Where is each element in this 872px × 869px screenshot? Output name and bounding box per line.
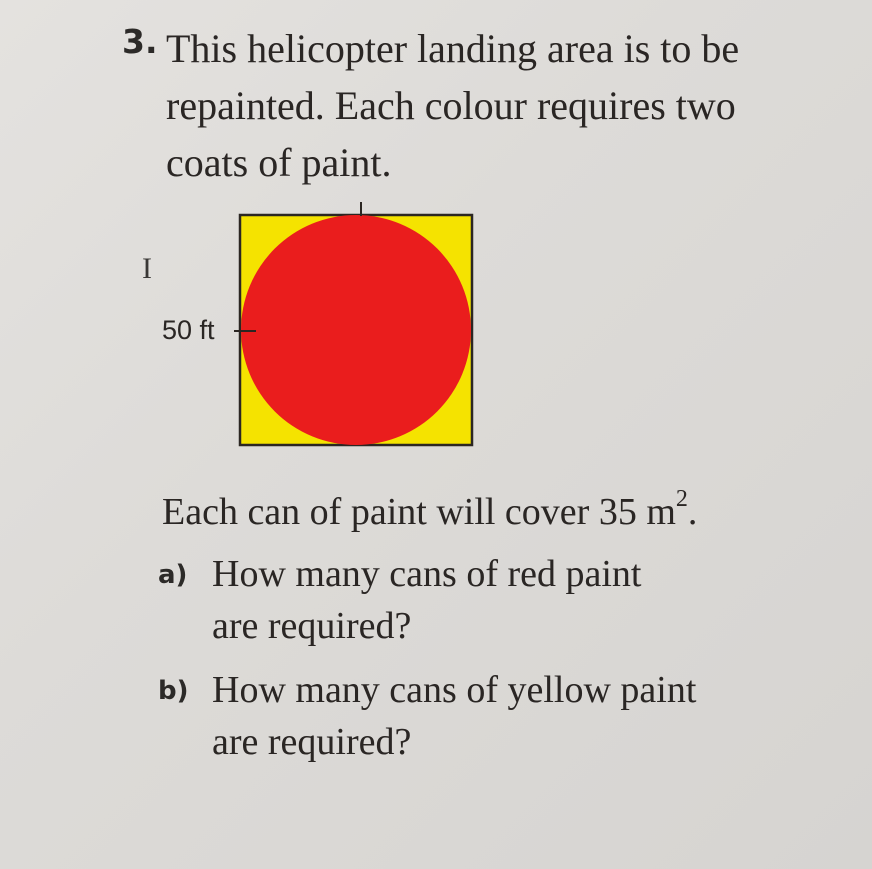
- stem-line: coats of paint.: [166, 140, 392, 185]
- coverage-text: Each can of paint will cover 35 m: [162, 491, 676, 533]
- dimension-label: 50 ft: [162, 315, 215, 345]
- part-a-label: a): [158, 560, 188, 590]
- part-line: are required?: [212, 721, 412, 763]
- exponent: 2: [675, 486, 688, 513]
- part-line: are required?: [212, 605, 412, 647]
- text-cursor-icon: I: [142, 252, 152, 285]
- part-line: How many cans of red paint: [212, 553, 642, 595]
- part-b-text: [212, 664, 696, 768]
- coverage-end: .: [687, 491, 698, 533]
- question-number: 3.: [122, 22, 158, 61]
- question-stem: [166, 20, 806, 191]
- stem-line: repainted. Each colour requires two: [166, 83, 736, 128]
- part-line: How many cans of yellow paint: [212, 669, 697, 711]
- part-b-label: b): [158, 676, 189, 706]
- part-a-text: [212, 548, 642, 652]
- landing-area-diagram: [228, 198, 488, 453]
- coverage-statement: [162, 486, 698, 534]
- stem-line: This helicopter landing area is to be: [166, 26, 740, 71]
- red-circle: [241, 215, 471, 445]
